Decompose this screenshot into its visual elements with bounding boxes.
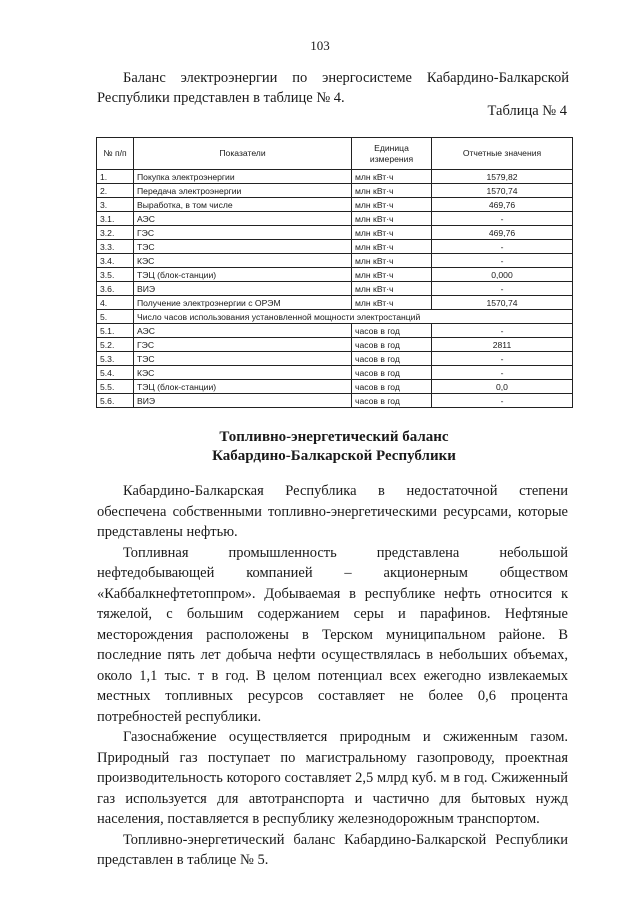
paragraph: Газоснабжение осуществляется природным и сжиженным газом. Природный газ поступает по магистральному газопроводу, проектная производительность которого составляет 2,5 млрд куб. м в год. Сжиженный газ используется для автотранспорта и частично для бытовых нужд населения, поставляется в республику железнодорожным транспортом. [97, 729, 568, 827]
row-num: 3.5. [97, 268, 134, 282]
row-value: 469,76 [432, 198, 573, 212]
row-value: - [432, 366, 573, 380]
page-number: 103 [310, 38, 330, 53]
row-unit: млн кВт·ч [352, 268, 432, 282]
row-unit: часов в год [352, 394, 432, 408]
row-num: 4. [97, 296, 134, 310]
table-row [97, 324, 573, 338]
row-unit: часов в год [352, 366, 432, 380]
table-row [97, 268, 573, 282]
row-unit: часов в год [352, 380, 432, 394]
row-unit: млн кВт·ч [352, 198, 432, 212]
table-row [97, 352, 573, 366]
row-indicator: АЭС [134, 324, 352, 338]
header-value: Отчетные значения [432, 138, 573, 170]
row-unit: часов в год [352, 352, 432, 366]
table-row [97, 296, 573, 310]
row-num: 3.6. [97, 282, 134, 296]
row-num: 5.1. [97, 324, 134, 338]
row-num: 2. [97, 184, 134, 198]
row-indicator: АЭС [134, 212, 352, 226]
table-row [97, 198, 573, 212]
row-indicator: КЭС [134, 366, 352, 380]
row-indicator: ТЭС [134, 240, 352, 254]
electricity-balance-table [96, 137, 573, 408]
row-unit: млн кВт·ч [352, 254, 432, 268]
row-indicator: ТЭС [134, 352, 352, 366]
table-label: Таблица № 4 [487, 103, 567, 119]
row-unit: млн кВт·ч [352, 184, 432, 198]
header-indicator: Показатели [134, 138, 352, 170]
row-value: 469,76 [432, 226, 573, 240]
row-value: 1570,74 [432, 296, 573, 310]
row-num: 5.3. [97, 352, 134, 366]
row-indicator: ГЭС [134, 338, 352, 352]
row-value: - [432, 394, 573, 408]
row-value: - [432, 240, 573, 254]
table-row [97, 240, 573, 254]
table-row [97, 184, 573, 198]
section-heading-line-2: Кабардино-Балкарской Республики [212, 448, 456, 464]
row-num: 3.2. [97, 226, 134, 240]
row-unit: часов в год [352, 338, 432, 352]
row-indicator: ВИЭ [134, 394, 352, 408]
table-row [97, 212, 573, 226]
header-num: № п/п [97, 138, 134, 170]
table-row [97, 338, 573, 352]
row-value: 1570,74 [432, 184, 573, 198]
row-num: 3.1. [97, 212, 134, 226]
table-row [97, 226, 573, 240]
row-value: - [432, 282, 573, 296]
table-row [97, 380, 573, 394]
row-indicator: КЭС [134, 254, 352, 268]
row-value: - [432, 352, 573, 366]
row-value: 1579,82 [432, 170, 573, 184]
row-unit: часов в год [352, 324, 432, 338]
row-indicator: ВИЭ [134, 282, 352, 296]
row-value: 0,000 [432, 268, 573, 282]
row-value: - [432, 254, 573, 268]
row-num: 5. [97, 310, 134, 324]
row-indicator: ТЭЦ (блок-станции) [134, 380, 352, 394]
row-indicator: Покупка электроэнергии [134, 170, 352, 184]
row-section-title: Число часов использования установленной мощности электростанций [134, 310, 573, 324]
paragraph: Топливная промышленность представлена небольшой нефтедобывающей компанией – акционерным обществом «Каббалкнефтетоппром». Добываемая в республике нефть относится к тяжелой, с большим содержанием серы и парафинов. Нефтяные месторождения расположены в Терском муниципальном районе. В последние пять лет добыча нефти осуществлялась в небольших объемах, около 1,1 тыс. т в год. В целом потенциал всех ежегодно извлекаемых местных топливных ресурсов составляет не более 0,6 процента потребностей республики. [97, 544, 568, 725]
row-unit: млн кВт·ч [352, 226, 432, 240]
row-indicator: Передача электроэнергии [134, 184, 352, 198]
paragraph: Топливно-энергетический баланс Кабардино-Балкарской Республики представлен в таблице № 5. [97, 831, 568, 868]
row-value: 2811 [432, 338, 573, 352]
row-indicator: Получение электроэнергии с ОРЭМ [134, 296, 352, 310]
row-num: 5.4. [97, 366, 134, 380]
row-num: 5.5. [97, 380, 134, 394]
row-unit: млн кВт·ч [352, 240, 432, 254]
row-indicator: ТЭЦ (блок-станции) [134, 268, 352, 282]
table-row [97, 282, 573, 296]
row-value: - [432, 212, 573, 226]
row-num: 1. [97, 170, 134, 184]
row-num: 5.2. [97, 338, 134, 352]
row-num: 3. [97, 198, 134, 212]
row-unit: млн кВт·ч [352, 296, 432, 310]
table-row-section [97, 310, 573, 324]
section-heading [0, 428, 640, 466]
table-row [97, 394, 573, 408]
row-unit: млн кВт·ч [352, 282, 432, 296]
row-unit: млн кВт·ч [352, 212, 432, 226]
row-unit: млн кВт·ч [352, 170, 432, 184]
header-unit: Единица измерения [352, 138, 432, 170]
section-heading-line-1: Топливно-энергетический баланс [219, 429, 449, 445]
body-text [97, 481, 568, 871]
row-value: - [432, 324, 573, 338]
table-row [97, 366, 573, 380]
intro-paragraph: Баланс электроэнергии по энергосистеме Кабардино-Балкарской Республики представлен в таблице № 4. [97, 70, 569, 106]
row-num: 3.3. [97, 240, 134, 254]
row-num: 3.4. [97, 254, 134, 268]
table-header-row [97, 138, 573, 170]
paragraph: Кабардино-Балкарская Республика в недостаточной степени обеспечена собственными топливно-энергетическими ресурсами, которые представлены нефтью. [97, 483, 568, 540]
table-row [97, 170, 573, 184]
row-value: 0,0 [432, 380, 573, 394]
row-indicator: Выработка, в том числе [134, 198, 352, 212]
row-indicator: ГЭС [134, 226, 352, 240]
row-num: 5.6. [97, 394, 134, 408]
table-row [97, 254, 573, 268]
